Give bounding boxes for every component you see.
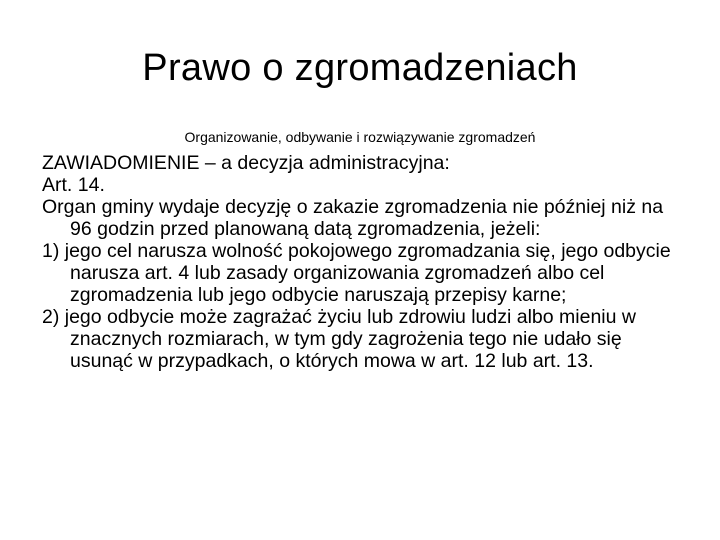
slide-subtitle: Organizowanie, odbywanie i rozwiązywanie zgromadzeń [184, 129, 536, 145]
point-2-tail-text: , o których mowa w art. 12 lub art. 13. [268, 350, 594, 372]
slide-body [42, 152, 682, 372]
intro-paragraph: Organ gminy wydaje decyzję o zakazie zgromadzenia nie później niż na 96 godzin przed planowaną datą zgromadzenia, jeżeli: [42, 196, 664, 240]
point-2-paragraph [42, 306, 682, 372]
point-2-main-text: 2) jego odbycie może zagrażać życiu lub zdrowiu ludzi albo mieniu w znacznych rozmiarach, w tym gdy zagrożenia tego nie udało się usunąć w przypadkach [42, 306, 636, 372]
slide-title: Prawo o zgromadzeniach [142, 47, 578, 89]
article-line: Art. 14. [42, 174, 105, 196]
heading-line: ZAWIADOMIENIE – a decyzja administracyjna: [42, 152, 450, 174]
point-1-paragraph: 1) jego cel narusza wolność pokojowego zgromadzania się, jego odbycie narusza art. 4 lub zasady organizowania zgromadzeń albo cel zgromadzenia lub jego odbycie naruszają przepisy karne; [42, 240, 671, 306]
